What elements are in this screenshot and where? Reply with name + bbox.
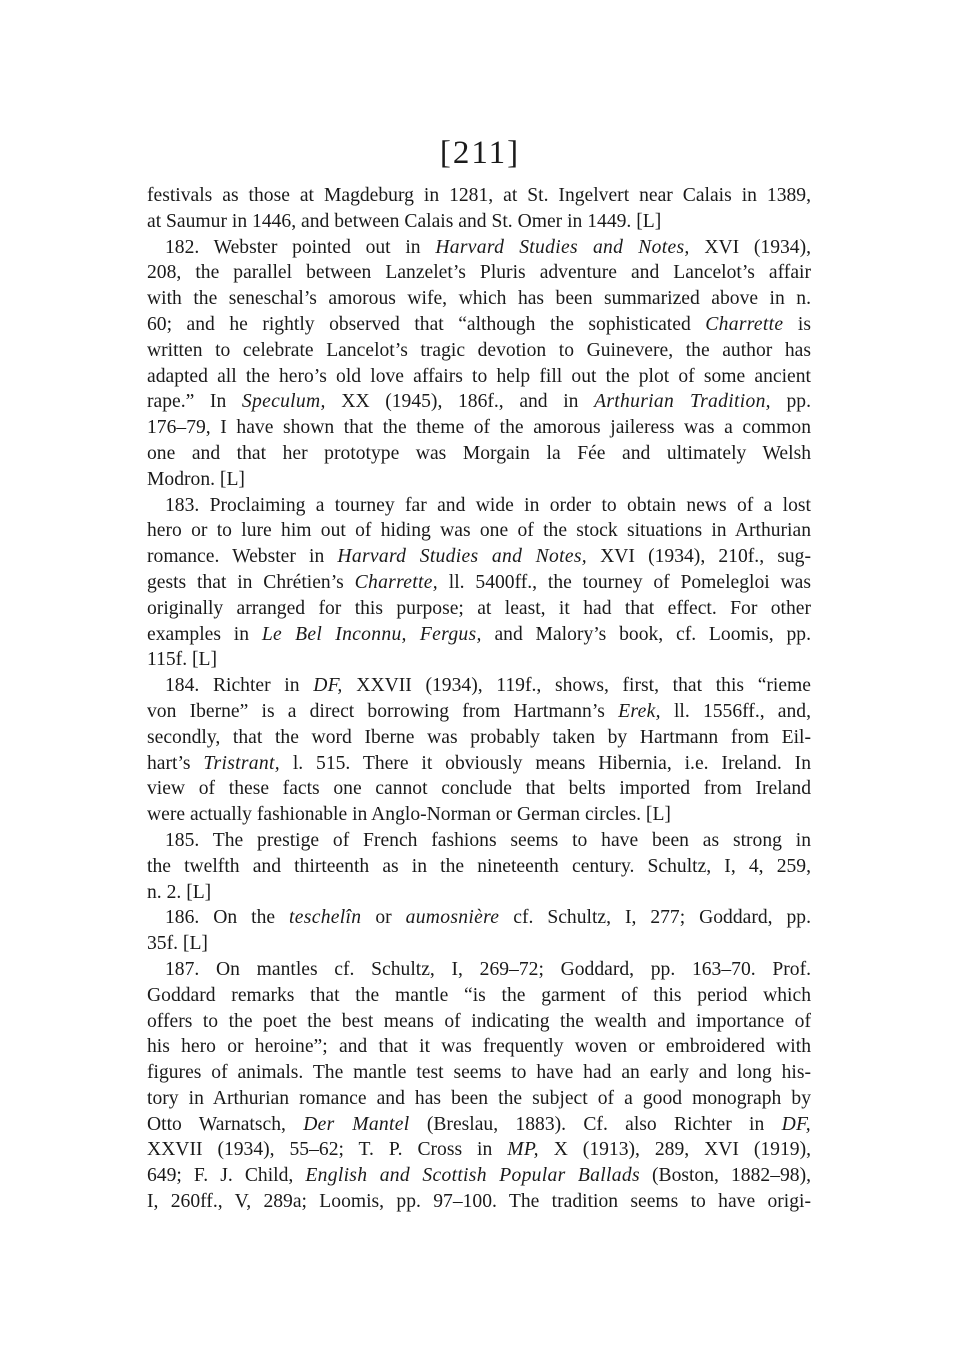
italic-title-segment: MP, xyxy=(507,1139,539,1161)
text-segment: figures of animals. The mantle test seems to have had an early and long his- xyxy=(147,1062,811,1084)
text-line xyxy=(147,880,811,906)
text-segment: 187. On mantles cf. Schultz, I, 269–72; Goddard, pp. 163–70. Prof. xyxy=(165,958,811,980)
text-line xyxy=(147,957,811,983)
text-line xyxy=(147,1009,811,1035)
text-segment: 35f. [L] xyxy=(147,933,208,955)
text-segment: n. 2. [L] xyxy=(147,881,212,903)
text-segment: romance. Webster in xyxy=(147,546,338,568)
text-segment: XX (1945), 186f., and in xyxy=(325,391,595,413)
text-segment: XXVII (1934), 55–62; T. P. Cross in xyxy=(147,1139,508,1161)
text-segment: 115f. [L] xyxy=(147,649,218,671)
text-line xyxy=(147,1060,811,1086)
italic-title-segment: Harvard Studies and Notes, xyxy=(435,236,690,258)
text-line xyxy=(147,493,811,519)
text-line xyxy=(147,389,811,415)
text-line xyxy=(147,364,811,390)
text-segment: hero or to lure him out of hiding was one of the stock situations in Arthurian xyxy=(147,520,811,542)
text-segment: 60; and he rightly observed that “although the sophisticated xyxy=(147,313,706,335)
text-line xyxy=(147,286,811,312)
text-line xyxy=(147,776,811,802)
italic-title-segment: Charrette xyxy=(705,313,784,335)
text-line xyxy=(147,441,811,467)
text-line xyxy=(147,467,811,493)
text-segment: 186. On the xyxy=(165,907,290,929)
text-segment: 182. Webster pointed out in xyxy=(165,236,436,258)
notes-text-block xyxy=(147,183,811,1215)
text-segment: 183. Proclaiming a tourney far and wide in order to obtain news of a lost xyxy=(165,494,811,516)
italic-title-segment: Le Bel Inconnu, Fergus, xyxy=(261,623,482,645)
text-segment: originally arranged for this purpose; at least, it had that effect. For other xyxy=(147,597,811,619)
text-segment: adapted all the hero’s old love affairs to help fill out the plot of some ancient xyxy=(147,365,811,387)
text-segment: hart’s xyxy=(147,752,204,774)
text-segment: 184. Richter in xyxy=(165,675,314,697)
text-segment: festivals as those at Magdeburg in 1281, at St. Ingelvert near Calais in 1389, xyxy=(147,185,811,206)
text-line xyxy=(147,1137,811,1163)
text-segment: l. 515. There it obviously means Hibernia, i.e. Ireland. In xyxy=(279,752,811,774)
text-segment: Otto Warnatsch, xyxy=(147,1113,304,1135)
text-segment: I, 260ff., V, 289a; Loomis, pp. 97–100. The tradition seems to have origi- xyxy=(147,1191,811,1213)
text-line xyxy=(147,1163,811,1189)
text-segment: or xyxy=(361,907,406,929)
text-line xyxy=(147,596,811,622)
text-line xyxy=(147,518,811,544)
text-line xyxy=(147,260,811,286)
text-segment: 185. The prestige of French fashions seems to have been as strong in xyxy=(165,829,811,851)
text-segment: the twelfth and thirteenth as in the nineteenth century. Schultz, I, 4, 259, xyxy=(147,855,811,877)
italic-title-segment: DF, xyxy=(781,1113,811,1135)
text-segment: written to celebrate Lancelot’s tragic devotion to Guinevere, the author has xyxy=(147,339,811,361)
text-line xyxy=(147,183,811,209)
text-segment: his hero or heroine”; and that it was frequently woven or embroidered with xyxy=(147,1036,811,1058)
text-segment: 176–79, I have shown that the theme of the amorous jaileress was a common xyxy=(147,417,811,439)
page-number: [211] xyxy=(439,135,521,171)
text-line xyxy=(147,647,811,673)
text-segment: von Iberne” is a direct borrowing from Hartmann’s xyxy=(147,700,619,722)
text-segment: examples in xyxy=(147,623,262,645)
text-segment: (Breslau, 1883). Cf. also Richter in xyxy=(409,1113,782,1135)
text-line xyxy=(147,1112,811,1138)
italic-title-segment: teschelîn xyxy=(289,907,362,929)
text-line xyxy=(147,570,811,596)
text-line xyxy=(147,1086,811,1112)
text-line xyxy=(147,209,811,235)
text-line xyxy=(147,751,811,777)
text-line xyxy=(147,1189,811,1215)
text-line xyxy=(147,622,811,648)
text-segment: were actually fashionable in Anglo-Norman or German circles. [L] xyxy=(147,804,671,826)
text-line xyxy=(147,854,811,880)
text-segment: tory in Arthurian romance and has been the subject of a good monograph by xyxy=(147,1087,811,1109)
italic-title-segment: Harvard Studies and Notes, xyxy=(337,546,587,568)
text-segment: view of these facts one cannot conclude that belts imported from Ireland xyxy=(147,778,811,800)
text-segment: with the seneschal’s amorous wife, which has been summarized above in n. xyxy=(147,288,811,310)
italic-title-segment: Der Mantel xyxy=(303,1113,410,1135)
text-segment: Goddard remarks that the mantle “is the garment of this period which xyxy=(147,984,811,1006)
text-segment: is xyxy=(783,313,811,335)
text-line xyxy=(147,828,811,854)
italic-title-segment: Speculum, xyxy=(241,391,326,413)
text-line xyxy=(147,338,811,364)
text-segment: rape.” In xyxy=(147,391,242,413)
text-line xyxy=(147,544,811,570)
text-segment: at Saumur in 1446, and between Calais and St. Omer in 1449. [L] xyxy=(147,210,662,232)
text-line xyxy=(147,699,811,725)
text-segment: pp. xyxy=(770,391,811,413)
text-line xyxy=(147,1034,811,1060)
text-line xyxy=(147,415,811,441)
text-segment: 649; F. J. Child, xyxy=(147,1165,306,1187)
text-line xyxy=(147,931,811,957)
text-segment: secondly, that the word Iberne was probably taken by Hartmann from Eil- xyxy=(147,726,811,748)
text-segment: Modron. [L] xyxy=(147,468,245,490)
text-segment: XVI (1934), xyxy=(689,236,811,258)
italic-title-segment: Charrette, xyxy=(354,571,438,593)
text-segment: XVI (1934), 210f., sug- xyxy=(586,546,811,568)
text-line xyxy=(147,905,811,931)
text-line xyxy=(147,802,811,828)
text-segment: XXVII (1934), 119f., shows, first, that this “rieme xyxy=(342,675,811,697)
text-segment: (Boston, 1882–98), xyxy=(639,1165,811,1187)
text-line xyxy=(147,235,811,261)
text-segment: gests that in Chrétien’s xyxy=(147,571,355,593)
italic-title-segment: DF, xyxy=(313,675,343,697)
text-segment: ll. 5400ff., the tourney of Pomelegloi was xyxy=(437,571,811,593)
text-segment: cf. Schultz, I, 277; Goddard, pp. xyxy=(499,907,811,929)
text-segment: one and that her prototype was Morgain la Fée and ultimately Welsh xyxy=(147,442,811,464)
text-line xyxy=(147,725,811,751)
text-segment: offers to the poet the best means of indicating the wealth and importance of xyxy=(147,1010,811,1032)
text-segment: and Malory’s book, cf. Loomis, pp. xyxy=(481,623,811,645)
text-segment: X (1913), 289, XVI (1919), xyxy=(538,1139,811,1161)
text-segment: 208, the parallel between Lanzelet’s Pluris adventure and Lancelot’s affair xyxy=(147,262,811,284)
italic-title-segment: Erek, xyxy=(618,700,661,722)
text-line xyxy=(147,673,811,699)
italic-title-segment: Arthurian Tradition, xyxy=(594,391,771,413)
text-line xyxy=(147,983,811,1009)
italic-title-segment: Tristrant, xyxy=(203,752,280,774)
text-line xyxy=(147,312,811,338)
italic-title-segment: English and Scottish Popular Ballads xyxy=(305,1165,640,1187)
italic-title-segment: aumosnière xyxy=(405,907,500,929)
text-segment: ll. 1556ff., and, xyxy=(660,700,811,722)
